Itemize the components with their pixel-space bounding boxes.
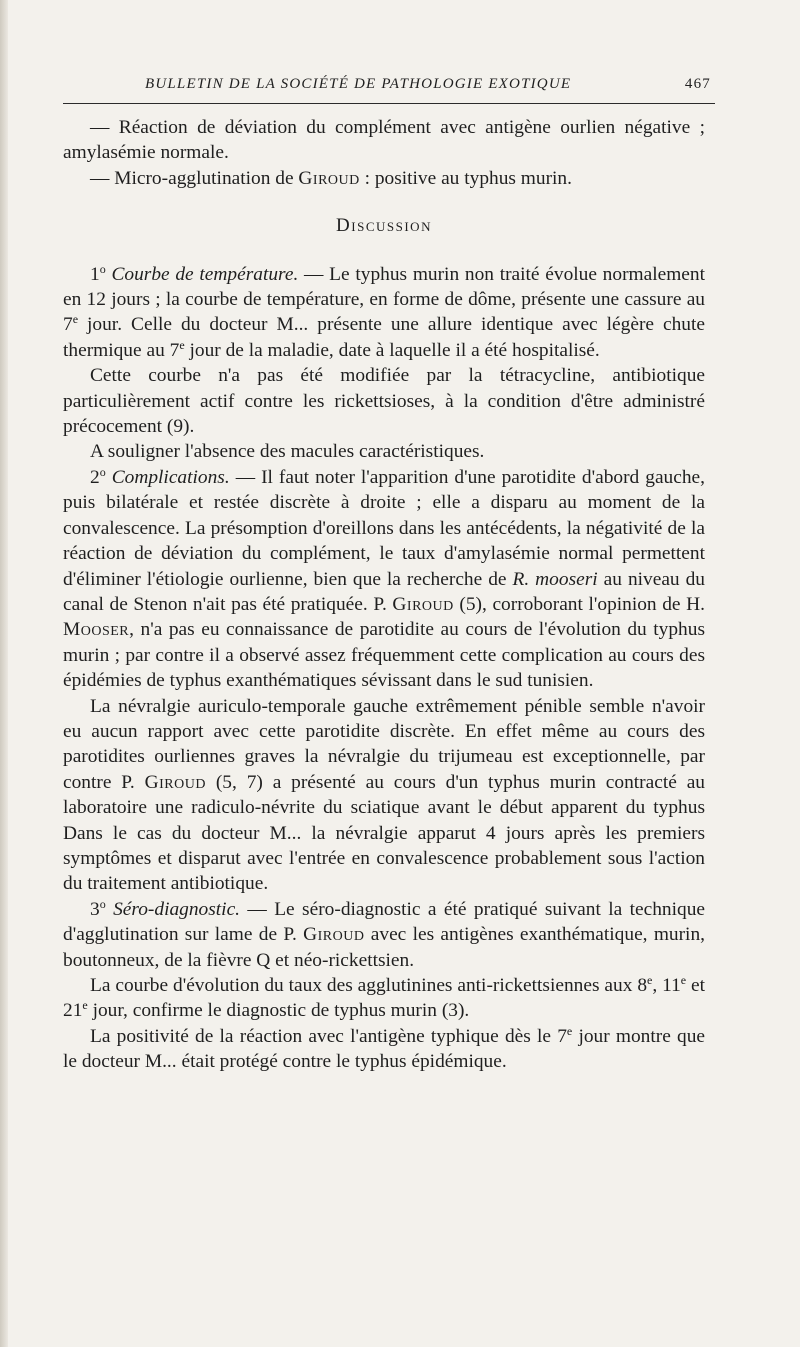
paragraph-micro-agglutination: — Micro-agglutination de Giroud : positive au typhus murin. bbox=[90, 167, 572, 189]
page-gutter-shadow bbox=[0, 0, 8, 1347]
journal-title: BULLETIN DE LA SOCIÉTÉ DE PATHOLOGIE EXOTIQUE bbox=[145, 76, 572, 92]
species-name: R. mooseri bbox=[512, 568, 598, 590]
paragraph-neuralgia: La névralgie auriculo-temporale gauche extrêmement pénible semble n'avoir eu aucun rapport avec cette parotidite discrète. En effet même au cours des parotidites ourliennes graves la névralgie du trijumeau est exceptionnelle, par contre P. Giroud (5, 7) a présenté au cours d'un typhus murin contracté au laboratoire une radiculo-névrite du sciatique avant le début apparent du typhus Dans le cas du docteur M... la névralgie apparut 4 jours après les premiers symptômes et disparut avec l'entrée en convalescence probablement sous l'action du traitement antibiotique. bbox=[63, 695, 705, 895]
subsection-label: Séro-diagnostic. bbox=[113, 898, 241, 920]
section-heading: Discussion bbox=[336, 215, 432, 237]
paragraph-tetracycline: Cette courbe n'a pas été modifiée par la tétracycline, antibiotique particulièrement actif contre les rickettsioses, à la condition d'être administré précocement (9). bbox=[63, 365, 705, 438]
author-name: Mooser bbox=[63, 619, 130, 641]
running-header bbox=[63, 74, 715, 98]
page-number: 467 bbox=[684, 76, 711, 92]
paragraph-complications: 2$^o$ Complications. — Il faut noter l'apparition d'une parotidite d'abord gauche, puis bilatérale et restée discrète à droite ; elle a disparu au moment de la convalescence. La présomption d'oreillons dans les antécédents, la négativité de la réaction de déviation du complément, le taux d'amylasémie normal permettent d'éliminer l'étiologie ourlienne, bien que la recherche de R. mooseri au niveau du canal de Stenon n'ait pas été pratiquée. P. Giroud (5), corroborant l'opinion de H. Mooser, n'a pas eu connaissance de parotidite au cours de l'évolution du typhus murin ; par contre il a observé assez fréquemment cette complication au cours des épidémies de typhus exanthématiques sévissant dans le sud tunisien. bbox=[63, 464, 706, 692]
header-rule bbox=[63, 103, 715, 104]
author-name: Giroud bbox=[303, 924, 365, 946]
author-name: Giroud bbox=[298, 167, 360, 189]
paragraph-typhus-antigen: La positivité de la réaction avec l'antigène typhique dès le 7e jour montre que le docteur M... était protégé contre le typhus épidémique. bbox=[63, 1023, 706, 1073]
subsection-label: Courbe de température. bbox=[111, 263, 299, 285]
author-name: Giroud bbox=[144, 771, 206, 793]
paragraph-temperature-curve: 1$^o$ Courbe de température. — Le typhus murin non traité évolue normalement en 12 jours ; la courbe de température, en forme de dôme, présente une cassure au 7e jour. Celle du docteur M... présente une allure identique avec légère chute thermique au 7e jour de la maladie, date à laquelle il a été hospitalisé. bbox=[63, 261, 705, 361]
article-body bbox=[63, 115, 705, 1075]
author-name: Giroud bbox=[392, 593, 454, 615]
paragraph-serodiagnostic: 3$^o$ Séro-diagnostic. — Le séro-diagnostic a été pratiqué suivant la technique d'agglutination sur lame de P. Giroud avec les antigènes exanthématique, murin, boutonneux, de la fièvre Q et néo-rickettsien. bbox=[63, 896, 705, 971]
paragraph-macules: A souligner l'absence des macules caractéristiques. bbox=[90, 441, 485, 463]
subsection-label: Complications. bbox=[111, 466, 230, 488]
paragraph-agglutinin-curve: La courbe d'évolution du taux des agglutinines anti-rickettsiennes aux 8e, 11e et 21e jour, confirme le diagnostic de typhus murin (3). bbox=[63, 973, 705, 1022]
paragraph-complement-reaction: — Réaction de déviation du complément avec antigène ourlien négative ; amylasémie normale. bbox=[63, 117, 705, 164]
